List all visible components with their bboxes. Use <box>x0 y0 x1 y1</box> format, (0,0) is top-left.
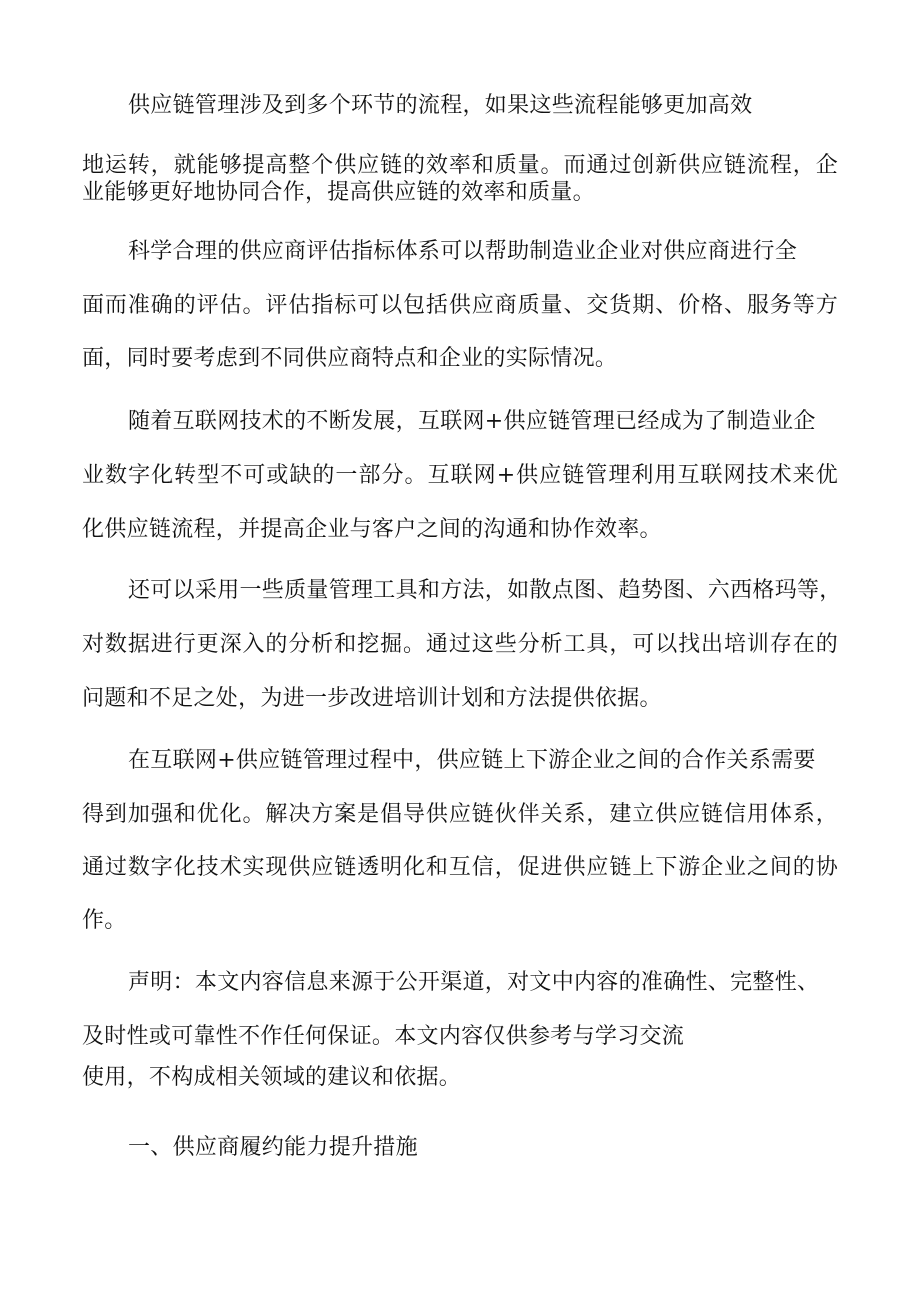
paragraph-line: 业数字化转型不可或缺的一部分。互联网+供应链管理利用互联网技术来优 <box>82 463 838 488</box>
paragraph-line: 面，同时要考虑到不同供应商特点和企业的实际情况。 <box>82 346 618 371</box>
paragraph-line: 对数据进行更深入的分析和挖掘。通过这些分析工具，可以找出培训存在的 <box>82 632 838 657</box>
paragraph-line: 声明：本文内容信息来源于公开渠道，对文中内容的准确性、完整性、 <box>128 970 820 995</box>
paragraph-line: 面而准确的评估。评估指标可以包括供应商质量、交货期、价格、服务等方 <box>82 293 838 318</box>
paragraph-line: 还可以采用一些质量管理工具和方法，如散点图、趋势图、六西格玛等， <box>128 578 842 603</box>
paragraph-line: 化供应链流程，并提高企业与客户之间的沟通和协作效率。 <box>82 517 662 542</box>
paragraph-line: 作。 <box>82 908 127 933</box>
paragraph-line: 使用，不构成相关领域的建议和依据。 <box>82 1065 462 1090</box>
paragraph-line: 及时性或可靠性不作任何保证。本文内容仅供参考与学习交流 <box>82 1024 685 1049</box>
paragraph-line: 得到加强和优化。解决方案是倡导供应链伙伴关系，建立供应链信用体系， <box>82 802 838 827</box>
paragraph-line: 业能够更好地协同合作，提高供应链的效率和质量。 <box>82 180 595 205</box>
paragraph-line: 科学合理的供应商评估指标体系可以帮助制造业企业对供应商进行全 <box>128 239 798 264</box>
section-heading: 一、供应商履约能力提升措施 <box>128 1135 418 1160</box>
paragraph-line: 供应链管理涉及到多个环节的流程，如果这些流程能够更加高效 <box>128 93 753 118</box>
paragraph-line: 随着互联网技术的不断发展，互联网+供应链管理已经成为了制造业企 <box>128 409 816 434</box>
paragraph-line: 通过数字化技术实现供应链透明化和互信，促进供应链上下游企业之间的协 <box>82 855 838 880</box>
paragraph-line: 问题和不足之处，为进一步改进培训计划和方法提供依据。 <box>82 686 662 711</box>
paragraph-line: 地运转，就能够提高整个供应链的效率和质量。而通过创新供应链流程，企 <box>82 153 838 178</box>
paragraph-line: 在互联网+供应链管理过程中，供应链上下游企业之间的合作关系需要 <box>128 748 816 773</box>
